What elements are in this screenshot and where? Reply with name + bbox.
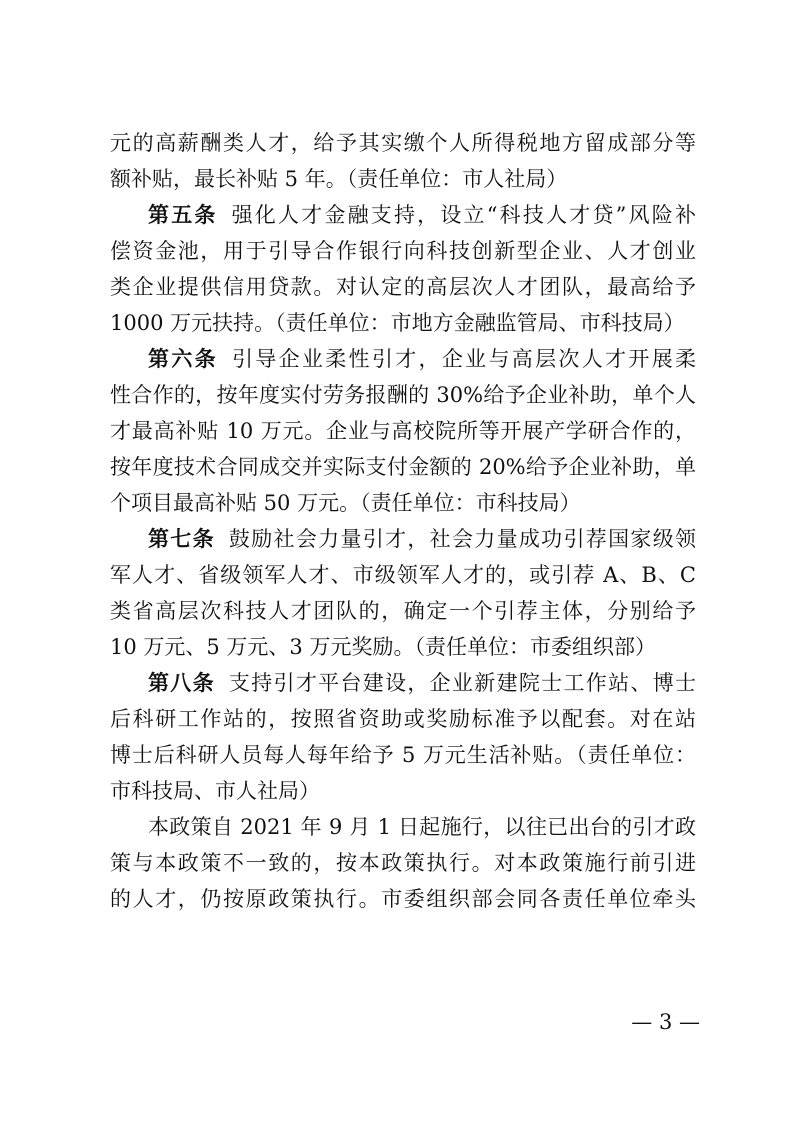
text-line	[110, 269, 696, 305]
text-line	[110, 161, 696, 197]
text-line	[110, 413, 696, 449]
line-text: 军人才、省级领军人才、市级领军人才的，或引荐 A、B、C	[110, 563, 696, 587]
text-line	[110, 521, 696, 557]
article-heading: 第六条	[148, 346, 218, 371]
text-line	[110, 593, 696, 629]
line-text: 10 万元、5 万元、3 万元奖励。（责任单位：市委组织部）	[110, 635, 656, 659]
line-text: 1000 万元扶持。（责任单位：市地方金融监管局、市科技局）	[110, 311, 685, 335]
article-heading: 第五条	[148, 202, 218, 227]
line-text: 强化人才金融支持，设立“科技人才贷”风险补	[231, 203, 696, 227]
line-text: 性合作的，按年度实付劳务报酬的 30%给予企业补助，单个人	[110, 383, 696, 407]
text-line	[110, 485, 696, 521]
line-text: 才最高补贴 10 万元。企业与高校院所等开展产学研合作的，	[110, 419, 696, 443]
line-text: 策与本政策不一致的，按本政策执行。对本政策施行前引进	[110, 851, 696, 875]
line-text: 类省高层次科技人才团队的，确定一个引荐主体，分别给予	[110, 599, 696, 623]
text-line	[110, 125, 696, 161]
text-line	[110, 881, 696, 917]
line-text: 的人才，仍按原政策执行。市委组织部会同各责任单位牵头	[110, 887, 696, 911]
article-heading: 第八条	[148, 670, 215, 695]
line-text: 额补贴，最长补贴 5 年。（责任单位：市人社局）	[110, 167, 568, 191]
text-line	[110, 809, 696, 845]
text-line	[110, 737, 696, 773]
line-text: 类企业提供信用贷款。对认定的高层次人才团队，最高给予	[110, 275, 696, 299]
line-text: 本政策自 2021 年 9 月 1 日起施行，以往已出台的引才政	[148, 815, 696, 839]
text-line	[110, 197, 696, 233]
text-line	[110, 845, 696, 881]
line-text: 引导企业柔性引才，企业与高层次人才开展柔	[231, 347, 696, 371]
line-text: 后科研工作站的，按照省资助或奖励标准予以配套。对在站	[110, 707, 696, 731]
text-line	[110, 557, 696, 593]
line-text: 鼓励社会力量引才，社会力量成功引荐国家级领	[228, 527, 696, 551]
page-number: — 3 —	[631, 1010, 700, 1034]
line-text: 支持引才平台建设，企业新建院士工作站、博士	[228, 671, 696, 695]
document-body	[110, 125, 696, 917]
text-line	[110, 629, 696, 665]
article-heading: 第七条	[148, 526, 215, 551]
text-line	[110, 305, 696, 341]
text-line	[110, 449, 696, 485]
text-line	[110, 341, 696, 377]
text-line	[110, 377, 696, 413]
text-line	[110, 773, 696, 809]
line-text: 偿资金池，用于引导合作银行向科技创新型企业、人才创业	[110, 239, 696, 263]
text-line	[110, 233, 696, 269]
line-text: 市科技局、市人社局）	[110, 779, 320, 803]
line-text: 博士后科研人员每人每年给予 5 万元生活补贴。（责任单位：	[110, 743, 696, 767]
line-text: 按年度技术合同成交并实际支付金额的 20%给予企业补助，单	[110, 455, 696, 479]
line-text: 个项目最高补贴 50 万元。（责任单位：市科技局）	[110, 491, 581, 515]
line-text: 元的高薪酬类人才，给予其实缴个人所得税地方留成部分等	[110, 131, 696, 155]
text-line	[110, 665, 696, 701]
text-line	[110, 701, 696, 737]
